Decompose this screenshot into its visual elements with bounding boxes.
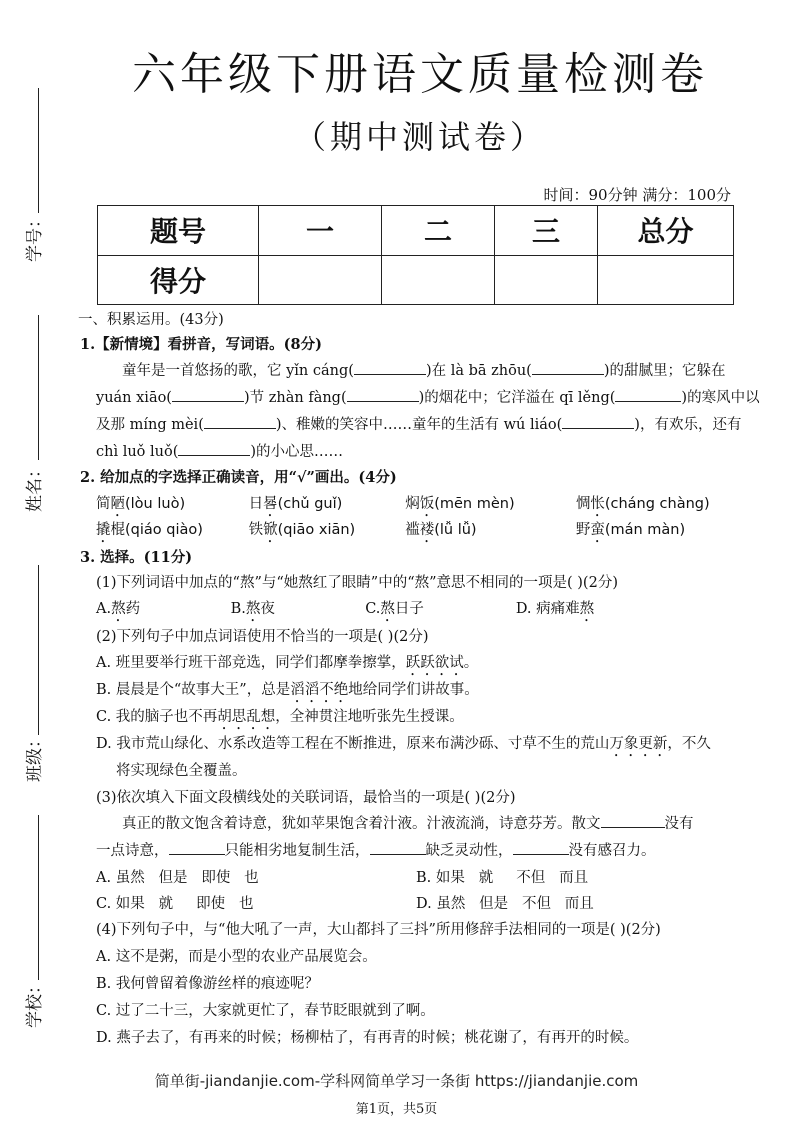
answer-blank[interactable] (169, 854, 225, 855)
score-table-cell: 三 (495, 206, 598, 256)
option-d[interactable]: D. 虽然 但是 不但 而且 (416, 896, 594, 912)
q2-pinyin: (mán màn) (604, 522, 686, 538)
score-table-cell: 题号 (98, 206, 259, 256)
q3-2-option-b[interactable] (96, 680, 748, 706)
q2-dotted-char: 蛮 (590, 522, 605, 538)
q2-item[interactable] (576, 494, 710, 520)
option-a[interactable]: A. 虽然 但是 即使 也 (96, 870, 259, 886)
q2-dotted-char: 晷 (263, 496, 278, 512)
q1-line-1 (122, 361, 748, 381)
q1-text: yuán xiāo( (96, 390, 172, 406)
q2-dotted-char: 锨 (263, 522, 278, 538)
q2-item[interactable] (249, 520, 401, 546)
option-text: B. 晨晨是个“故事大王”，总是 (96, 682, 291, 698)
answer-blank[interactable] (562, 428, 634, 429)
q2-char: 棍 (110, 522, 125, 538)
passage-text: 缺乏灵动性， (425, 843, 513, 859)
option-text: 地给同学们讲故事。 (348, 682, 479, 698)
q2-char: 铁 (248, 522, 264, 538)
q2-item[interactable] (576, 520, 685, 546)
answer-blank[interactable] (172, 401, 244, 402)
q2-dotted-char: 褛 (419, 522, 435, 538)
q2-pinyin: (qiáo qiào) (125, 522, 203, 538)
class-label: 班级： (25, 731, 45, 782)
q2-item[interactable] (96, 520, 244, 546)
q2-char: 野 (575, 522, 591, 538)
school-label: 学校： (25, 977, 45, 1028)
q1-text: 童年是一首悠扬的歌，它 yǐn cáng( (122, 363, 354, 379)
q2-pinyin: (cháng chàng) (604, 496, 710, 512)
q1-text: chì luǒ luǒ( (96, 444, 179, 460)
student-id-line[interactable] (38, 88, 39, 213)
q3-3-stem: (3)依次填入下面文段横线处的关联词语，最恰当的一项是( )(2分) (96, 790, 516, 806)
score-table (97, 205, 734, 305)
q2-item[interactable] (249, 494, 401, 520)
score-table-cell: 总分 (598, 206, 734, 256)
question-1-stem: 1.【新情境】看拼音，写词语。(8分) (80, 336, 322, 353)
q2-pinyin: (mēn mèn) (434, 496, 515, 512)
answer-blank[interactable] (347, 401, 419, 402)
name-label: 姓名： (25, 461, 45, 512)
option-text: C. 我的脑子也不再 (96, 709, 218, 725)
dotted-char: 熬 (579, 601, 595, 617)
q3-2-stem: (2)下列句子中加点词语使用不恰当的一项是( )(2分) (96, 629, 429, 645)
passage-text: 真正的散文饱含着诗意，犹如苹果饱含着汁液。汁液流淌，诗意芬芳。散文 (122, 816, 601, 832)
q1-line-4 (96, 442, 748, 462)
answer-blank[interactable] (370, 854, 426, 855)
page-title: 六年级下册语文质量检测卷 (132, 49, 708, 100)
answer-blank[interactable] (513, 854, 569, 855)
option-b[interactable]: B. 如果 就 不但 而且 (416, 870, 589, 886)
option-text: ，全神贯注地听张先生授课。 (275, 709, 464, 725)
score-input-cell[interactable] (382, 255, 495, 305)
q1-text: )、稚嫩的笑容中……童年的生活有 wú liáo( (275, 417, 563, 433)
q1-text: )的烟花中；它洋溢在 qī lěng( (418, 390, 616, 406)
q2-char: 惆 (575, 496, 591, 512)
q3-3-passage-1 (122, 814, 748, 834)
q3-3-passage-2 (96, 841, 748, 861)
name-line[interactable] (38, 315, 39, 460)
option-text: ，不久 (667, 736, 711, 752)
passage-text: 一点诗意， (96, 843, 169, 859)
q2-item[interactable] (405, 494, 571, 520)
score-table-cell: 得分 (98, 255, 259, 305)
option-text: 夜 (260, 601, 275, 617)
q2-item[interactable] (96, 494, 244, 520)
q3-4-option-d[interactable]: D. 燕子去了，有再来的时候；杨柳枯了，有再青的时候；桃花谢了，有再开的时候。 (96, 1030, 639, 1046)
q2-char: 焖 (405, 496, 420, 512)
score-table-score-row (98, 255, 734, 305)
q2-row-2 (96, 520, 748, 546)
option-c[interactable] (365, 599, 511, 625)
dotted-word: 胡思乱想 (217, 709, 276, 725)
q3-3-options-1 (96, 868, 748, 888)
option-c[interactable]: C. 如果 就 即使 也 (96, 896, 254, 912)
dotted-char: 熬 (380, 601, 395, 617)
dotted-char: 熬 (111, 601, 126, 617)
score-input-cell[interactable] (495, 255, 598, 305)
school-line[interactable] (38, 815, 39, 980)
q1-text: )的小心思…… (250, 444, 344, 460)
dotted-word: 滔滔不绝 (290, 682, 349, 698)
dotted-word: 跃跃欲试 (405, 655, 464, 671)
q3-2-option-a[interactable] (96, 653, 748, 679)
q2-pinyin: (chǔ guǐ) (277, 496, 343, 512)
option-d[interactable] (516, 599, 594, 625)
q2-char: 日 (248, 496, 264, 512)
answer-blank[interactable] (178, 455, 250, 456)
dotted-word: 万象更新 (609, 736, 668, 752)
option-text: 药 (125, 601, 141, 617)
q2-item[interactable] (405, 520, 571, 546)
q3-2-option-c[interactable] (96, 707, 748, 733)
q1-text: )的甜腻里；它躲在 (603, 363, 726, 379)
score-table-cell: 二 (382, 206, 495, 256)
answer-blank[interactable] (204, 428, 276, 429)
q3-4-option-a[interactable]: A. 这不是粥，而是小型的农业产品展览会。 (96, 949, 377, 965)
q2-dotted-char: 陋 (110, 496, 125, 512)
q3-3-options-2 (96, 894, 748, 914)
q1-line-2 (96, 388, 760, 408)
page-number: 第1页，共5页 (355, 1102, 438, 1117)
q2-row-1 (96, 494, 748, 520)
score-input-cell[interactable] (259, 255, 382, 305)
score-table-cell: 一 (259, 206, 382, 256)
q1-line-3 (96, 415, 748, 435)
option-text: D. 病痛难 (515, 601, 580, 617)
passage-text: 只能相劣地复制生活， (224, 843, 370, 859)
option-letter: B. (230, 601, 246, 617)
q2-pinyin: (lǚ lǚ) (434, 522, 477, 538)
q2-dotted-char: 怅 (590, 496, 605, 512)
question-2-stem: 2. 给加点的字选择正确读音，用“√”画出。(4分) (80, 469, 397, 486)
q3-2-option-d-cont: 将实现绿色全覆盖。 (116, 763, 247, 779)
q1-text: )，有欢乐，还有 (634, 417, 742, 433)
option-b[interactable] (231, 599, 361, 625)
answer-blank[interactable] (354, 374, 426, 375)
class-line[interactable] (38, 565, 39, 735)
score-input-cell[interactable] (598, 255, 734, 305)
option-text: 日子 (394, 601, 424, 617)
q2-dotted-char: 饭 (419, 496, 435, 512)
option-letter: C. (365, 601, 381, 617)
q1-text: 及那 míng mèi( (96, 417, 204, 433)
q2-dotted-char: 撬 (96, 522, 111, 538)
q2-pinyin: (qiāo xiān) (277, 522, 356, 538)
q2-char: 褴 (405, 522, 420, 538)
passage-text: 没有 (664, 816, 694, 832)
score-table-header-row (98, 206, 734, 256)
q3-1-stem: (1)下列词语中加点的“熬”与“她熬红了眼睛”中的“熬”意思不相同的一项是( )(2分) (96, 575, 618, 591)
option-text: D. 我市荒山绿化、水系改造等工程在不断推进，原来布满沙砾、寸草不生的荒山 (96, 736, 610, 752)
q3-1-options (96, 599, 748, 625)
q2-pinyin: (lòu luò) (125, 496, 186, 512)
q1-text: )节 zhàn fàng( (243, 390, 347, 406)
option-letter: A. (96, 601, 112, 617)
option-text: 。 (463, 655, 479, 671)
q1-text: )的寒风中以 (681, 390, 760, 406)
passage-text: 没有感召力。 (568, 843, 656, 859)
time-info: 时间：90分钟 满分：100分 (543, 186, 731, 204)
q2-char: 简 (96, 496, 111, 512)
q3-2-option-d[interactable] (96, 734, 748, 760)
q3-4-stem: (4)下列句子中，与“他大吼了一声，大山都抖了三抖”所用修辞手法相同的一项是( )(2分) (96, 922, 661, 938)
answer-blank[interactable] (615, 401, 681, 402)
q3-4-option-c[interactable]: C. 过了二十三，大家就更忙了，春节眨眼就到了啊。 (96, 1003, 435, 1019)
q3-4-option-b[interactable]: B. 我何曾留着像游丝样的痕迹呢？ (96, 976, 319, 992)
student-id-label: 学号： (25, 211, 45, 262)
question-3-stem: 3. 选择。(11分) (80, 549, 193, 566)
section-heading: 一、积累运用。(43分) (78, 312, 224, 328)
page-subtitle: （期中测试卷） (293, 118, 546, 156)
q1-text: )在 là bā zhōu( (425, 363, 532, 379)
answer-blank[interactable] (601, 827, 665, 828)
option-a[interactable] (96, 599, 226, 625)
dotted-char: 熬 (245, 601, 261, 617)
footer-watermark: 简单街-jiandanjie.com-学科网简单学习一条街 https://jiandanjie.com (154, 1072, 639, 1090)
answer-blank[interactable] (532, 374, 604, 375)
option-text: A. 班里要举行班干部竞选，同学们都摩拳擦掌， (96, 655, 406, 671)
